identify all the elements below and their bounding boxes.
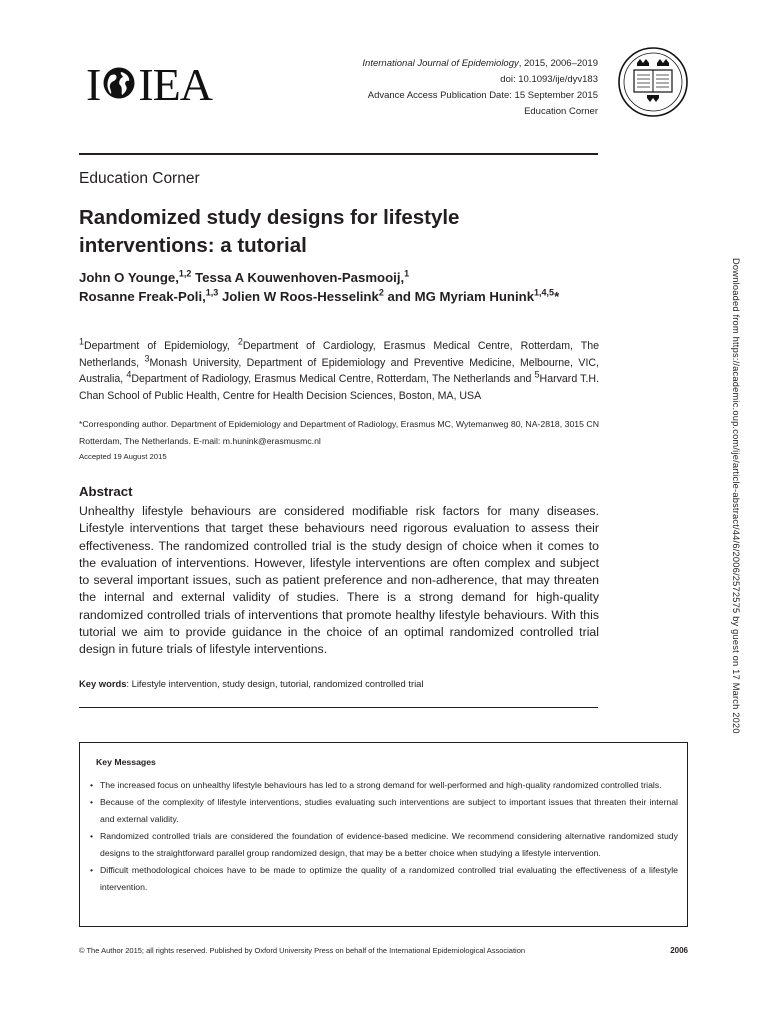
key-message-item	[90, 862, 678, 896]
affiliation-sup: 5	[534, 369, 540, 380]
affiliation-text: Department of Cardiology, Erasmus Medical Centre, Rotterdam, The Netherlands,	[79, 340, 599, 369]
key-messages-box	[79, 742, 688, 927]
iea-logo: I IEA	[86, 59, 212, 110]
bullet-icon: •	[90, 831, 94, 841]
key-message-text: Because of the complexity of lifestyle interventions, studies evaluating such interventions are subject to important issues that threaten their internal and external validity.	[100, 797, 678, 824]
keywords-list: : Lifestyle intervention, study design, tutorial, randomized controlled trial	[126, 678, 424, 689]
journal-citation-line	[268, 56, 598, 72]
author-affiliation-sup: 1	[404, 268, 410, 279]
bullet-icon: •	[90, 865, 94, 875]
section-label: Education Corner	[79, 170, 200, 187]
corresponding-author: *Corresponding author. Department of Epidemiology and Department of Radiology, Erasmus MC, Wytemanweg 80, NA-2818, 3015 CN Rotterdam, The Netherlands. E-mail: m.hunink@erasmusmc.nl	[79, 419, 599, 446]
abstract-heading: Abstract	[79, 484, 133, 499]
author-affiliation-sup: 2	[378, 287, 384, 298]
oup-seal-icon	[617, 46, 689, 118]
author-name: Jolien W Roos-Hesselink	[218, 289, 379, 304]
affiliation-sup: 2	[237, 336, 243, 347]
author-list	[79, 268, 599, 306]
affiliations	[79, 338, 599, 404]
download-watermark: Downloaded from https://academic.oup.com/ije/article-abstract/44/6/2006/2572575 by guest on 17 March 2020	[731, 258, 741, 734]
affiliation-sup: 3	[144, 352, 150, 363]
key-message-item	[90, 828, 678, 862]
keywords	[79, 678, 423, 689]
copyright-footer: © The Author 2015; all rights reserved. Published by Oxford University Press on behalf of the International Epidemiological Association	[79, 946, 526, 955]
abstract-divider	[79, 707, 598, 708]
bullet-icon: •	[90, 797, 94, 807]
author-name: Rosanne Freak-Poli,	[79, 289, 206, 304]
author-name: and MG Myriam Hunink	[383, 289, 535, 304]
key-messages-title: Key Messages	[96, 757, 156, 767]
author-affiliation-sup: 1,4,5	[534, 287, 555, 298]
author-affiliation-sup: 1,3	[205, 287, 219, 298]
key-messages-list	[90, 777, 678, 896]
key-message-item	[90, 777, 678, 794]
globe-icon	[102, 66, 136, 100]
affiliation-sup: 1	[79, 336, 85, 347]
journal-metadata	[268, 56, 598, 120]
journal-citation: , 2015, 2006–2019	[518, 58, 598, 69]
key-message-text: Randomized controlled trials are considered the foundation of evidence-based medicine. We recommend considering alternative randomized study designs to the straightforward parallel group randomized design, that may be a better choice when studying a lifestyle intervention.	[100, 831, 678, 858]
accepted-date: Accepted 19 August 2015	[79, 452, 167, 461]
abstract-text: Unhealthy lifestyle behaviours are considered modifiable risk factors for many diseases. Lifestyle interventions that target these behaviours need rigorous evaluation to assess their effectiveness. The randomized controlled trial is the study design of choice when it comes to the evaluation of interventions. However, lifestyle interventions are often complex and subject to several important issues, such as patient preference and non-adherence, that may threaten the internal and external validity of studies. There is a strong demand for high-quality randomized controlled trials of interventions that promote healthy lifestyle behaviours. With this tutorial we aim to provide guidance in the choice of an optimal randomized controlled trial design in future trials of lifestyle interventions.	[79, 504, 599, 657]
bullet-icon: •	[90, 780, 94, 790]
author-name: *	[554, 289, 560, 304]
key-message-text: Difficult methodological choices have to be made to optimize the quality of a randomized controlled trial evaluating the effectiveness of a lifestyle intervention.	[100, 865, 678, 892]
journal-name: International Journal of Epidemiology	[362, 58, 519, 69]
affiliation-text: Department of Radiology, Erasmus Medical Centre, Rotterdam, The Netherlands and	[131, 373, 535, 385]
header-divider	[79, 153, 598, 155]
page-number: 2006	[670, 946, 688, 955]
author-affiliation-sup: 1,2	[178, 268, 192, 279]
author-name: John O Younge,	[79, 270, 179, 285]
affiliation-text: Harvard T.H. Chan School of Public Health, Centre for Health Decision Sciences, Boston, MA, USA	[79, 373, 600, 402]
affiliation-text: Monash University, Department of Epidemiology and Preventive Medicine, Melbourne, VIC, Australia,	[79, 356, 599, 385]
affiliation-text: Department of Epidemiology,	[84, 340, 238, 352]
author-name: Tessa A Kouwenhoven-Pasmooij,	[191, 270, 405, 285]
header-section: Education Corner	[524, 106, 598, 117]
affiliation-sup: 4	[126, 369, 132, 380]
keywords-label: Key words	[79, 678, 127, 689]
key-message-text: The increased focus on unhealthy lifestyle behaviours has led to a strong demand for well-performed and high-quality randomized controlled trials.	[100, 780, 662, 790]
doi[interactable]: doi: 10.1093/ije/dyv183	[500, 74, 598, 85]
advance-access-date: Advance Access Publication Date: 15 September 2015	[367, 90, 598, 101]
key-message-item	[90, 794, 678, 828]
article-title: Randomized study designs for lifestyle interventions: a tutorial	[79, 206, 460, 257]
